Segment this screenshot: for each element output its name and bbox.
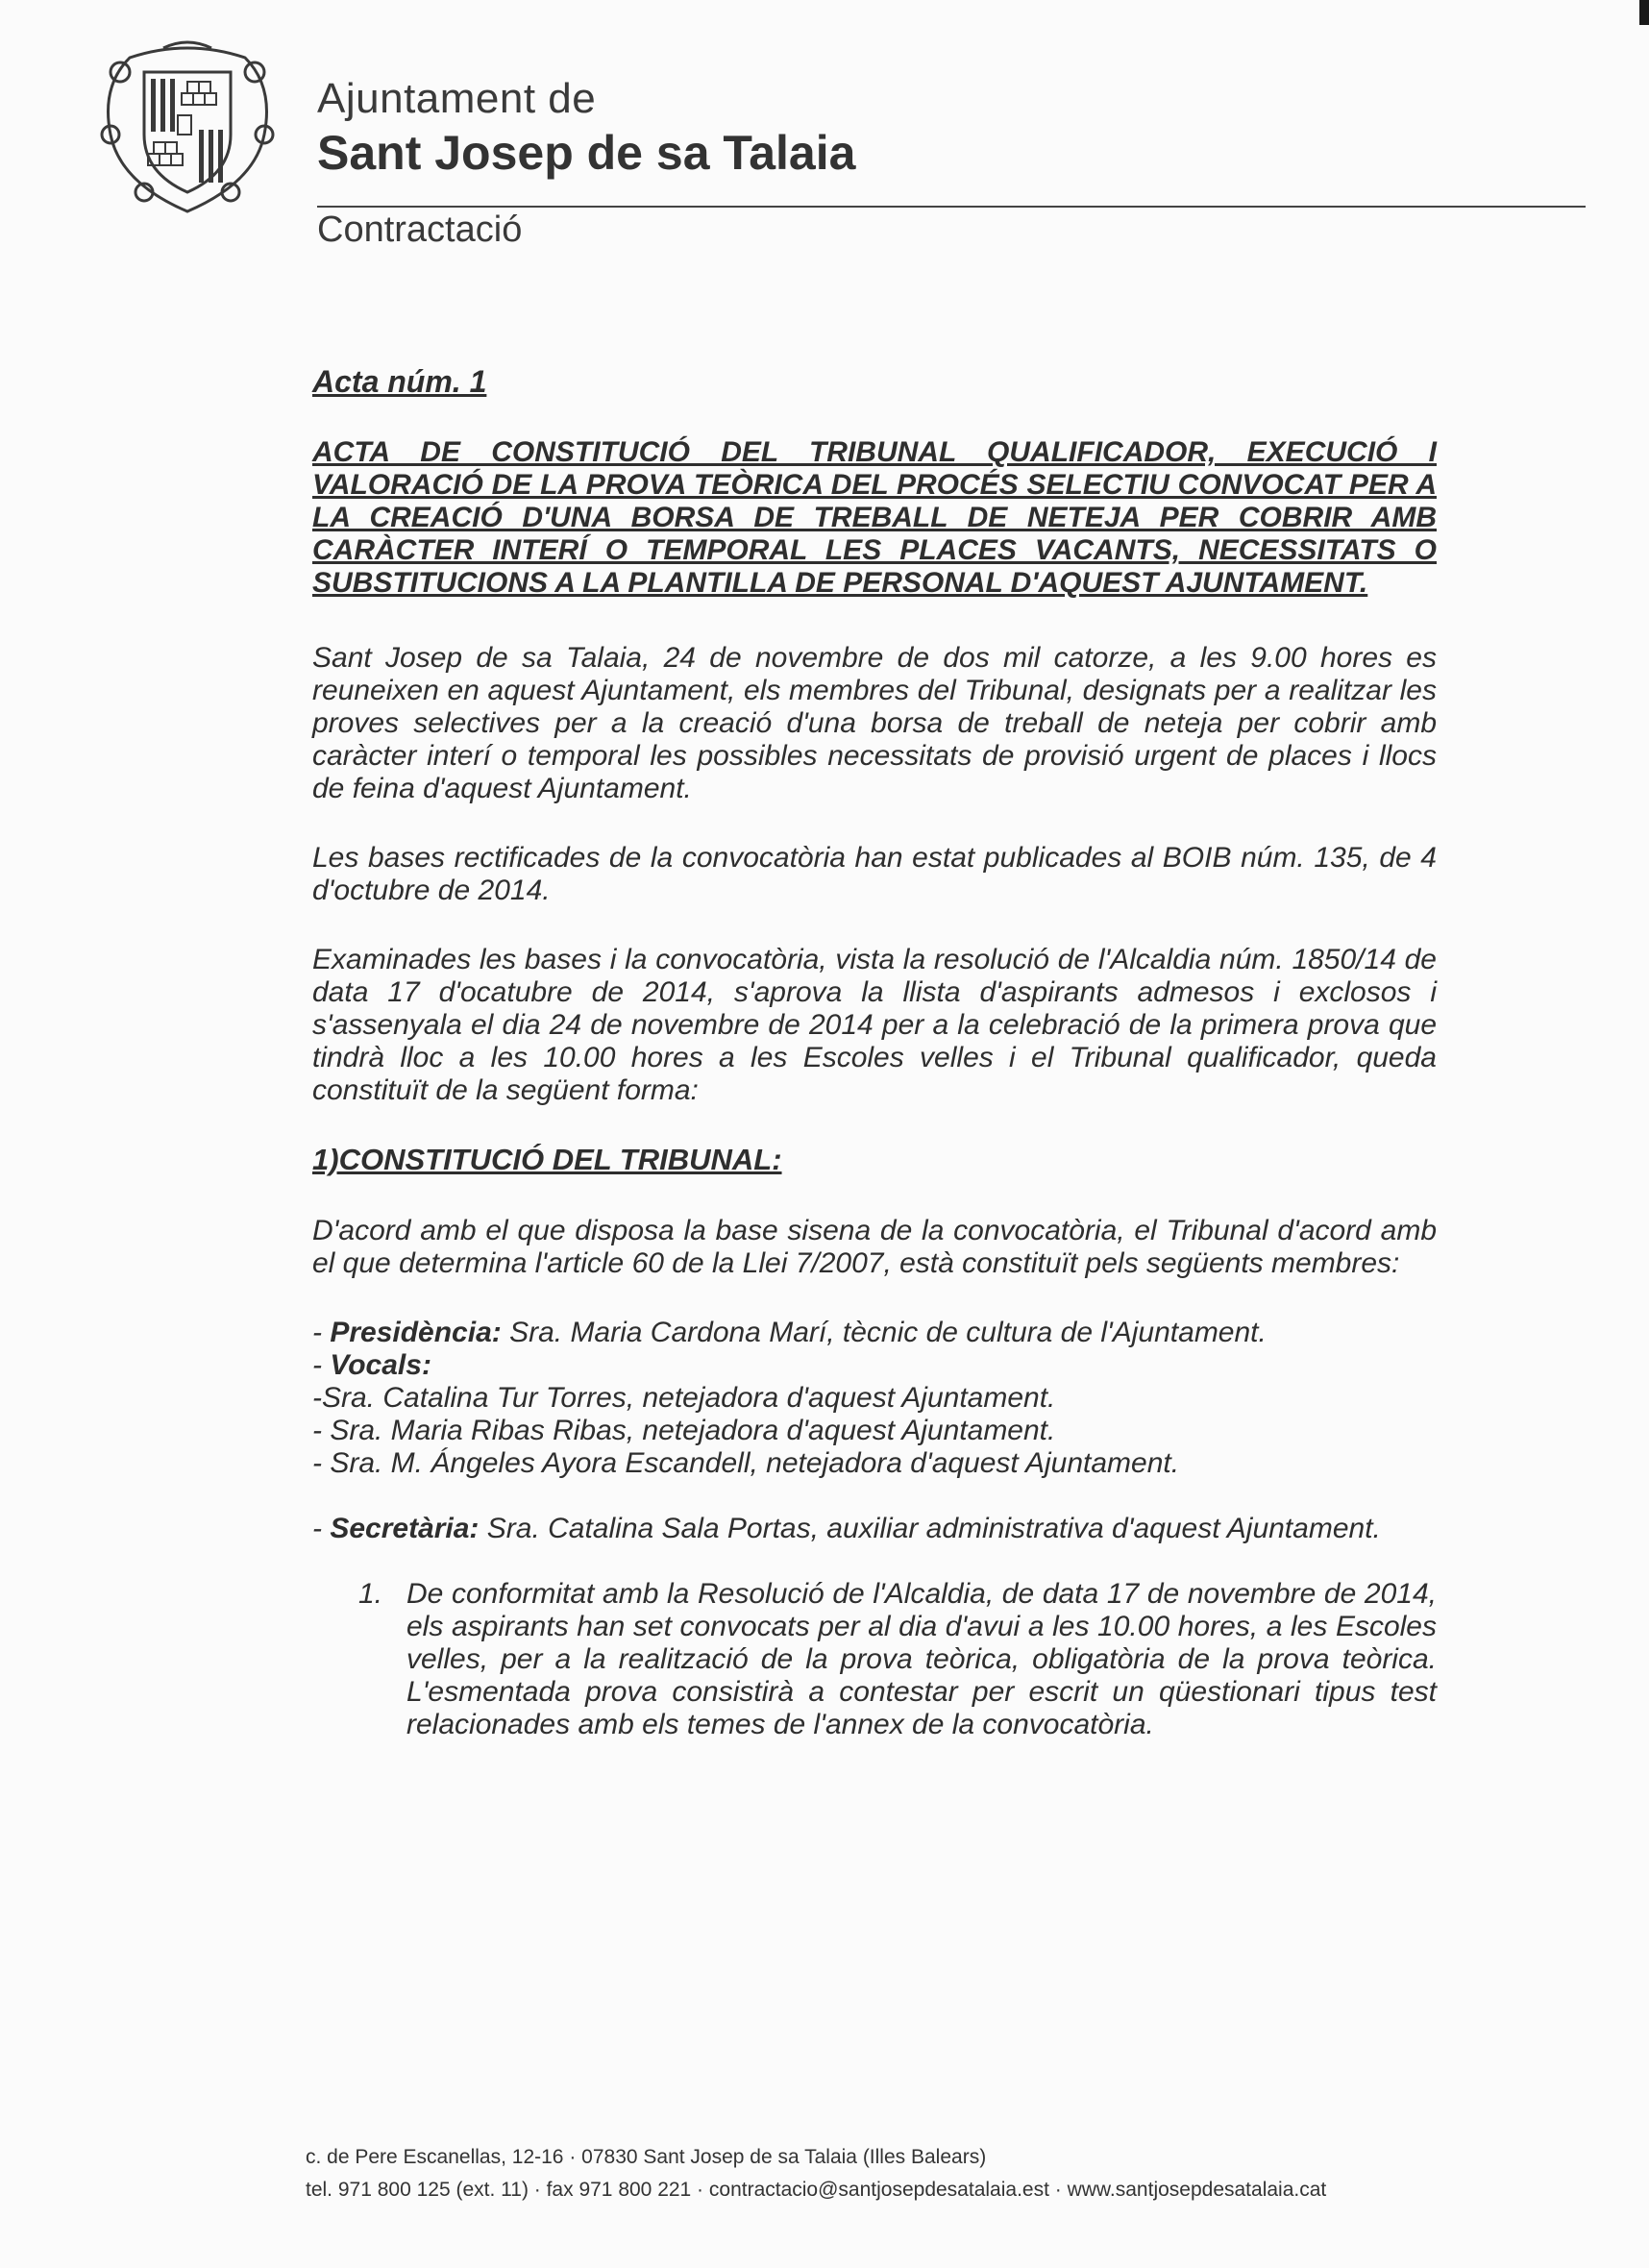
footer	[306, 2141, 1459, 2206]
paragraph-resolution: Examinades les bases i la convocatòria, vista la resolució de l'Alcaldia núm. 1850/14 de data 17 d'ocatubre de 2014, s'aprova la llista d'aspirants admesos i exclosos i s'assenyala el dia 24 de novembre de 2014 per a la celebració de la primera prova que tindrà lloc a les 10.00 hores a les Escoles velles i el Tribunal qualificador, queda constituït de la següent forma:	[312, 944, 1437, 1106]
paragraph-publication: Les bases rectificades de la convocatòria han estat publicades al BOIB núm. 135, de 4 d'octubre de 2014.	[312, 842, 1437, 906]
presidencia-label: Presidència:	[330, 1317, 502, 1348]
paragraph-tribunal-basis: D'acord amb el que disposa la base sisena de la convocatòria, el Tribunal d'acord amb el que determina l'article 60 de la Llei 7/2007, està constituït pels següents membres:	[312, 1215, 1437, 1279]
department-name: Contractació	[317, 210, 523, 250]
document-body	[312, 365, 1437, 1741]
footer-address: c. de Pere Escanellas, 12-16 · 07830 Sant Josep de sa Talaia (Illes Balears)	[306, 2146, 987, 2168]
org-name: Sant Josep de sa Talaia	[317, 126, 856, 180]
tribunal-members	[312, 1317, 1437, 1545]
municipal-coat-of-arms-icon	[91, 29, 283, 221]
org-name-prefix: Ajuntament de	[317, 75, 597, 122]
section-title-tribunal: 1)CONSTITUCIÓ DEL TRIBUNAL:	[312, 1143, 782, 1176]
presidencia-text: Sra. Maria Cardona Marí, tècnic de cultura de l'Ajuntament.	[501, 1317, 1267, 1348]
scan-edge-mark	[1639, 0, 1649, 25]
member-presidencia: - Presidència: Sra. Maria Cardona Marí, tècnic de cultura de l'Ajuntament.	[312, 1317, 1267, 1348]
acta-number: Acta núm. 1	[312, 364, 487, 399]
item-text: De conformitat amb la Resolució de l'Alcaldia, de data 17 de novembre de 2014, els aspirants han set convocats per al dia d'avui a les 10.00 hores, a les Escoles velles, per a la realització de la prova teòrica, obligatòria de la prova teòrica. L'esmentada prova consistirà a contestar per escrit un qüestionari tipus test relacionades amb els temes de l'annex de la convocatòria.	[406, 1578, 1437, 1740]
member-vocal-2: - Sra. Maria Ribas Ribas, netejadora d'aquest Ajuntament.	[312, 1415, 1056, 1446]
numbered-item-1	[358, 1578, 1437, 1741]
acta-title: ACTA DE CONSTITUCIÓ DEL TRIBUNAL QUALIFICADOR, EXECUCIÓ I VALORACIÓ DE LA PROVA TEÒRICA DEL PROCÉS SELECTIU CONVOCAT PER A LA CREACIÓ D'UNA BORSA DE TREBALL DE NETEJA PER COBRIR AMB CARÀCTER INTERÍ O TEMPORAL LES PLACES VACANTS, NECESSITATS O SUBSTITUCIONS A LA PLANTILLA DE PERSONAL D'AQUEST AJUNTAMENT.	[312, 436, 1437, 599]
header-divider	[317, 206, 1586, 208]
member-vocal-3: - Sra. M. Ángeles Ayora Escandell, netejadora d'aquest Ajuntament.	[312, 1447, 1180, 1479]
member-vocal-1: -Sra. Catalina Tur Torres, netejadora d'aquest Ajuntament.	[312, 1382, 1056, 1414]
item-number: 1.	[358, 1578, 383, 1610]
paragraph-meeting: Sant Josep de sa Talaia, 24 de novembre de dos mil catorze, a les 9.00 hores es reuneixen en aquest Ajuntament, els membres del Tribunal, designats per a realitzar les proves selectives per a la creació d'una borsa de treball de neteja per cobrir amb caràcter interí o temporal les possibles necessitats de provisió urgent de places i llocs de feina d'aquest Ajuntament.	[312, 642, 1437, 804]
member-secretaria: - Secretària: Sra. Catalina Sala Portas, auxiliar administrativa d'aquest Ajuntament.	[312, 1513, 1381, 1544]
member-vocals-heading: - Vocals:	[312, 1349, 431, 1381]
footer-contact: tel. 971 800 125 (ext. 11) · fax 971 800 221 · contractacio@santjosepdesatalaia.est · www.santjosepdesatalaia.cat	[306, 2179, 1327, 2201]
vocals-label: Vocals:	[330, 1349, 431, 1381]
secretaria-text: Sra. Catalina Sala Portas, auxiliar administrativa d'aquest Ajuntament.	[479, 1513, 1381, 1544]
secretaria-label: Secretària:	[330, 1513, 480, 1544]
